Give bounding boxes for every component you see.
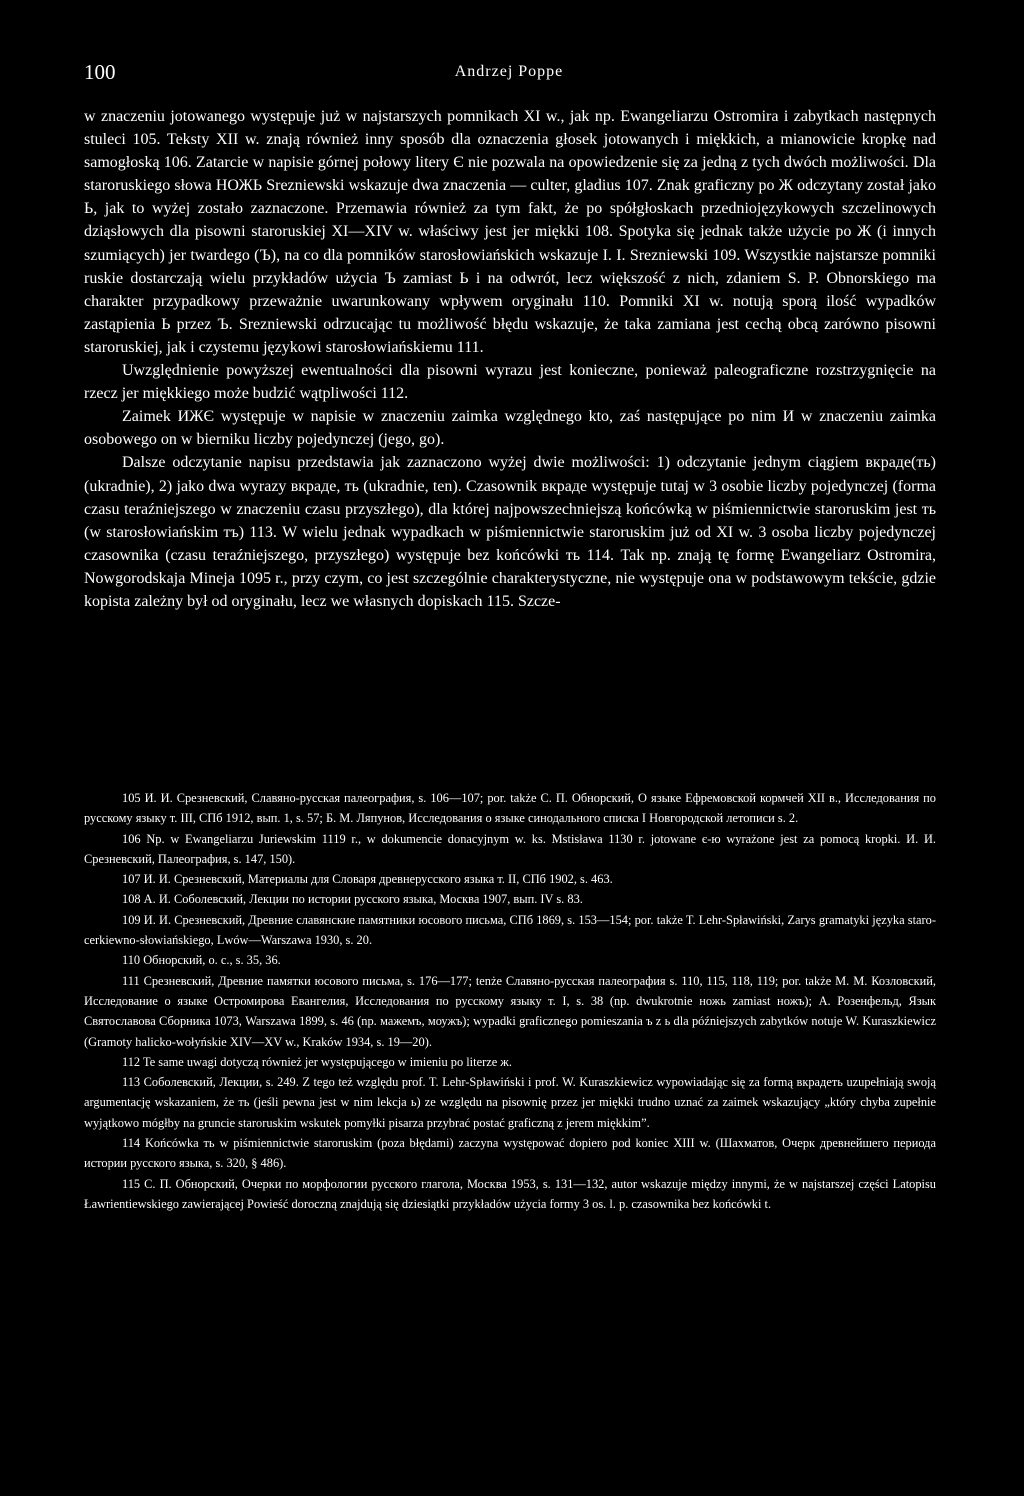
footnote: 112 Te same uwagi dotyczą również jer występującego w imieniu po literze ж. bbox=[122, 1054, 512, 1069]
paragraph: Uwzględnienie powyższej ewentualności dla pisowni wyrazu jest konieczne, ponieważ paleograficzne rozstrzygnięcie na rzecz jer miękkiego może budzić wątpliwości 112. bbox=[84, 362, 936, 403]
footnote: 107 И. И. Срезневский, Материалы для Словаря древнерусского языка т. II, СПб 1902, s. 463. bbox=[122, 872, 613, 887]
running-head: Andrzej Poppe bbox=[454, 63, 564, 80]
footnote: 108 А. И. Соболевский, Лекции по истории русского языка, Москва 1907, вып. IV s. 83. bbox=[122, 892, 583, 907]
page-number: 100 bbox=[84, 60, 116, 84]
footnote: 110 Обнорский, o. c., s. 35, 36. bbox=[122, 953, 281, 968]
footnote: 105 И. И. Срезневский, Славяно-русская палеография, s. 106—107; por. także С. П. Обнорский, О языке Ефремовской кормчей XII в., Исследования по русскому языку т. III, СПб 1912, вып. 1, s. 57; Б. М. Ляпунов, Исследования о языке синодального списка I Новгородской летописи s. 2. bbox=[84, 791, 936, 826]
paragraph: Zaimek ИЖЄ występuje w napisie w znaczeniu zaimka względnego kto, zaś następujące po nim И w znaczeniu zaimka osobowego on w bierniku liczby pojedynczej (jego, go). bbox=[84, 408, 936, 449]
footnote: 109 И. И. Срезневский, Древние славянские памятники юсового письма, СПб 1869, s. 153—154; por. także T. Lehr-Spławiński, Zarys gramatyki języka staro-cerkiewno-słowiańskiego, Lwów—Warszawa 1930, s. 20. bbox=[84, 912, 936, 948]
page-header bbox=[84, 60, 934, 90]
footnote: 111 Срезневский, Древние памятки юсового письма, s. 176—177; tenże Славяно-русская палеография s. 110, 115, 118, 119; por. także М. М. Козловский, Исследование о языке Остромирова Евангелия, Исследования по русскому языку т. I, s. 38 (np. dwukrotnie ножь zamiast ножъ); А. Розенфельд, Язык Святославова Сборника 1073, Warszawa 1899, s. 46 (np. мажемъ, моужъ); wypadki graficznego pomieszania ъ z ь dla późniejszych zabytków notuje W. Kuraszkiewicz (Gramoty halicko-wołyńskie XIV—XV w., Kraków 1934, s. 19—20). bbox=[84, 973, 936, 1049]
paragraph: Dalsze odczytanie napisu przedstawia jak zaznaczono wyżej dwie możliwości: 1) odczytanie jednym ciągiem вкраде(ть) (ukradnie), 2) jako dwa wyrazy вкраде, ть (ukradnie, ten). Czasownik вкраде występuje tutaj w 3 osobie liczby pojedynczej (forma czasu teraźniejszego w znaczeniu czasu przyszłego), dla której najpowszechniejszą końcówką w piśmiennictwie staroruskim jest ть (w starosłowiańskim тъ) 113. W wielu jednak wypadkach w piśmiennictwie staroruskim już od XI w. 3 osoba liczby pojedynczej czasownika (czasu teraźniejszego, przyszłego) występuje bez końcówki ть 114. Tak np. znają tę formę Ewangeliarz Ostromira, Nowgorodskaja Mineja 1095 r., przy czym, co jest szczególnie charakterystyczne, nie występuje ona w podstawowym tekście, gdzie kopista zależny był od oryginału, lecz we własnych dopiskach 115. Szcze- bbox=[84, 454, 936, 610]
footnote: 115 С. П. Обнорский, Очерки по морфологии русского глагола, Москва 1953, s. 131—132, autor wskazuje między innymi, że w najstarszej części Latopisu Ławrientiewskiego zawierającej Powieść doroczną znajdują się dziesiątki przykładów użycia formy 3 os. l. p. czasownika bez końcówki t. bbox=[84, 1176, 936, 1211]
main-text bbox=[84, 105, 936, 613]
paragraph: w znaczeniu jotowanego występuje już w najstarszych pomnikach XI w., jak np. Ewangeliarzu Ostromira i zabytkach następnych stuleci 105. Teksty XII w. znają również inny sposób dla oznaczenia głosek jotowanych i miękkich, a mianowicie kropkę nad samogłoską 106. Zatarcie w napisie górnej połowy litery Є nie pozwala na opowiedzenie się za jedną z tych dwóch możliwości. Dla staroruskiego słowa НОЖЬ Srezniewski wskazuje dwa znaczenia — culter, gladius 107. Znak graficzny po Ж odczytany został jako Ь, jak to wyżej zostało zaznaczone. Przemawia również za tym fakt, że po spółgłoskach przedniojęzykowych szczelinowych dziąsłowych dla pisowni staroruskiej XI—XIV w. właściwy jest jer miękki 108. Spotyka się jednak także użycie po Ж (i innych szumiących) jer twardego (Ъ), na co dla pomników starosłowiańskich wskazuje I. I. Srezniewski 109. Wszystkie najstarsze pomniki ruskie dostarczają wielu przykładów użycia Ъ zamiast Ь i na odwrót, lecz większość z nich, zdaniem S. P. Obnorskiego ma charakter przypadkowy przeważnie uwarunkowany wpływem oryginału 110. Pomniki XI w. notują sporą ilość wypadków zastąpienia Ь przez Ъ. Srezniewski odrzucając tu możliwość błędu wskazuje, że taka zamiana jest cechą obcą zarówno pisowni staroruskiej, jak i czystemu językowi starosłowiańskiemu 111. bbox=[84, 108, 936, 356]
footnotes bbox=[84, 788, 936, 1214]
footnote: 113 Соболевский, Лекции, s. 249. Z tego też względu prof. T. Lehr-Spławiński i prof. W. Kuraszkiewicz wypowiadając się za formą вкрадеть uzupełniają swoją argumentację wskazaniem, że ть (jeśli pewna jest w nim lekcja ь) ze względu na pisownię przez jer miękki trudno uznać za zaimek wskazujący „który chyba zupełnie wyjątkowo mógłby na gruncie staroruskim wskutek pomyłki pisarza przybrać postać graficzną z jerem miękkim”. bbox=[84, 1075, 936, 1130]
footnote: 114 Końcówka ть w piśmiennictwie staroruskim (poza błędami) zaczyna występować dopiero pod koniec XIII w. (Шахматов, Очерк древнейшего периода истории русского языка, s. 320, § 486). bbox=[84, 1136, 936, 1171]
footnote: 106 Np. w Ewangeliarzu Juriewskim 1119 r., w dokumencie donacyjnym w. ks. Mstisława 1130 r. jotowane є-ю wyrażone jest za pomocą kropki. И. И. Срезневский, Палеография, s. 147, 150). bbox=[84, 831, 936, 866]
